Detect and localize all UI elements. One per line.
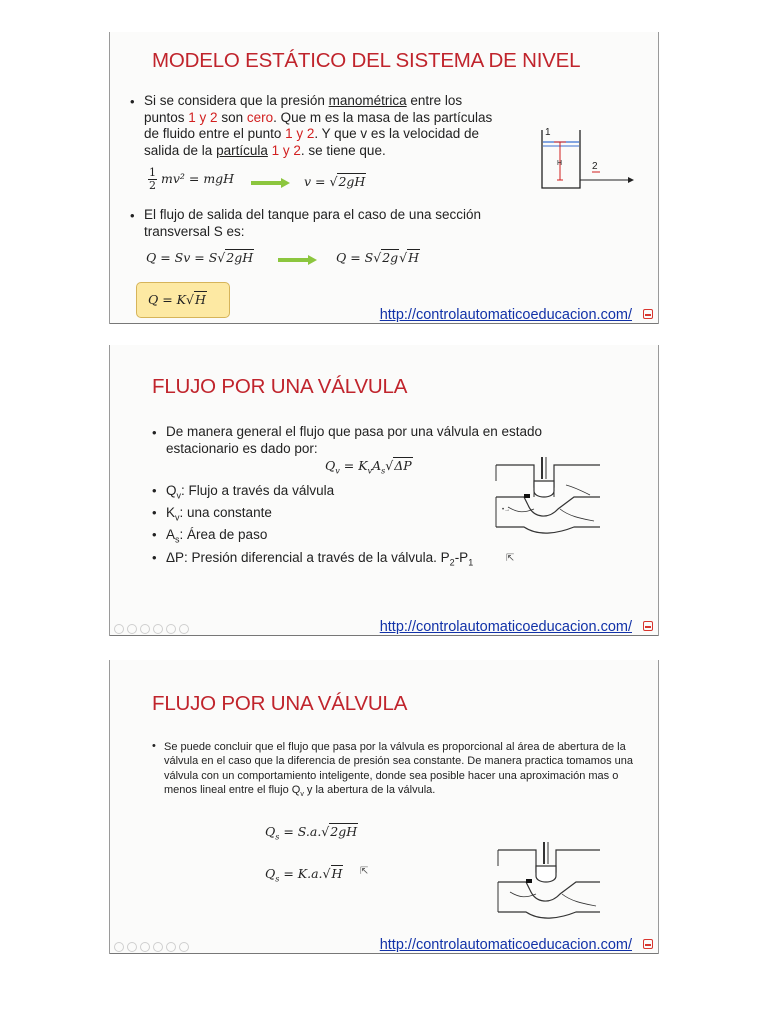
mouse-cursor-icon: ⇱: [360, 866, 369, 877]
nav-slides-icon[interactable]: [153, 624, 163, 634]
mouse-cursor-icon: ⇱: [506, 553, 515, 564]
valve-diagram: [496, 842, 602, 932]
equation-flow-k: Q = K√H: [148, 292, 206, 307]
slide-nav-controls[interactable]: [114, 624, 189, 633]
slide-icon: [643, 621, 653, 631]
bullet-text-2: El flujo de salida del tanque para el caso de una sección transversal S es:: [144, 207, 481, 239]
tank-diagram: [530, 120, 640, 192]
intro-text: De manera general el flujo que pasa por una válvula en estado estacionario es dado por:: [166, 424, 543, 456]
nav-more-icon[interactable]: [179, 942, 189, 952]
list-item: $A_s$: Área de paso: [166, 527, 268, 545]
slide-title: MODELO ESTÁTICO DEL SISTEMA DE NIVEL: [152, 49, 581, 72]
slide-title: FLUJO POR UNA VÁLVULA: [152, 375, 408, 398]
bullet-dot: •: [152, 527, 157, 542]
conclusion-text: Se puede concluir que el flujo que pasa por la válvula es proporcional al área de abertura de la válvula en el caso que la diferencia de presión sea constante. De manera practica tomamos una válvula con un comportamiento inteligente, donde sea posible hacer una aproximación mas o menos lineal entre el flujo $Q_v$ y la abertura de la válvula.: [164, 741, 633, 799]
website-link[interactable]: http://controlautomaticoeducacion.com/: [379, 937, 632, 953]
equation-flow-sv: Q = Sv = S√2gH: [146, 250, 254, 265]
slide-1: [109, 32, 659, 324]
nav-zoom-icon[interactable]: [166, 942, 176, 952]
equation-flow-s: Q = S√2g√H: [336, 250, 420, 265]
valve-diagram: [494, 457, 602, 549]
nav-prev-icon[interactable]: [114, 624, 124, 634]
bullet-dot: •: [130, 94, 135, 109]
green-arrow-icon: [251, 177, 291, 189]
slide-divider: [110, 953, 658, 954]
tank-label-2: 2: [592, 161, 598, 172]
slide-divider: [110, 635, 658, 636]
list-item: $Q_v$: Flujo a través da válvula: [166, 483, 335, 501]
tank-label-1: 1: [545, 127, 551, 138]
svg-text:•→: •→: [502, 507, 511, 513]
equation-velocity: v = √2gH: [304, 174, 366, 189]
equation-flow-k-a: $Q_s = K.a.√H$: [265, 866, 343, 884]
nav-next-icon[interactable]: [127, 942, 137, 952]
slide-title: FLUJO POR UNA VÁLVULA: [152, 692, 408, 715]
bullet-dot: •: [152, 550, 157, 565]
nav-more-icon[interactable]: [179, 624, 189, 634]
slide-nav-controls[interactable]: [114, 942, 189, 951]
website-link[interactable]: http://controlautomaticoeducacion.com/: [379, 619, 632, 635]
equation-kinetic-energy: $\frac{1}{2}$ mv² = mgH: [149, 166, 235, 192]
bullet-dot: •: [130, 208, 135, 223]
slide-icon: [643, 309, 653, 319]
bullet-dot: •: [152, 425, 157, 440]
slide-divider: [110, 323, 658, 324]
slide-3: [109, 660, 659, 954]
nav-prev-icon[interactable]: [114, 942, 124, 952]
tank-label-h: H: [557, 160, 563, 167]
nav-pen-icon[interactable]: [140, 942, 150, 952]
nav-next-icon[interactable]: [127, 624, 137, 634]
bullet-dot: •: [152, 740, 156, 752]
bullet-dot: •: [152, 505, 157, 520]
nav-pen-icon[interactable]: [140, 624, 150, 634]
equation-valve-flow: $Q_v = K_vA_s√\Delta P$: [325, 458, 412, 476]
list-item: ΔP: Presión diferencial a través de la válvula. $P_2-P_1$: [166, 550, 474, 568]
green-arrow-icon: [278, 254, 318, 266]
website-link[interactable]: http://controlautomaticoeducacion.com/: [379, 307, 632, 323]
slide-icon: [643, 939, 653, 949]
equation-flow-s-a: $Q_s = S.a.√2gH$: [265, 824, 358, 842]
slide-2: [109, 345, 659, 636]
nav-zoom-icon[interactable]: [166, 624, 176, 634]
list-item: $K_v$: una constante: [166, 505, 272, 523]
bullet-text-1: Si se considera que la presión manométrica entre los puntos 1 y 2 son cero. Que m es la masa de las partículas de fluido entre el punto 1 y 2. Y que v es la velocidad de salida de la partícula 1 y 2. se tiene que.: [144, 93, 493, 158]
nav-slides-icon[interactable]: [153, 942, 163, 952]
bullet-dot: •: [152, 483, 157, 498]
